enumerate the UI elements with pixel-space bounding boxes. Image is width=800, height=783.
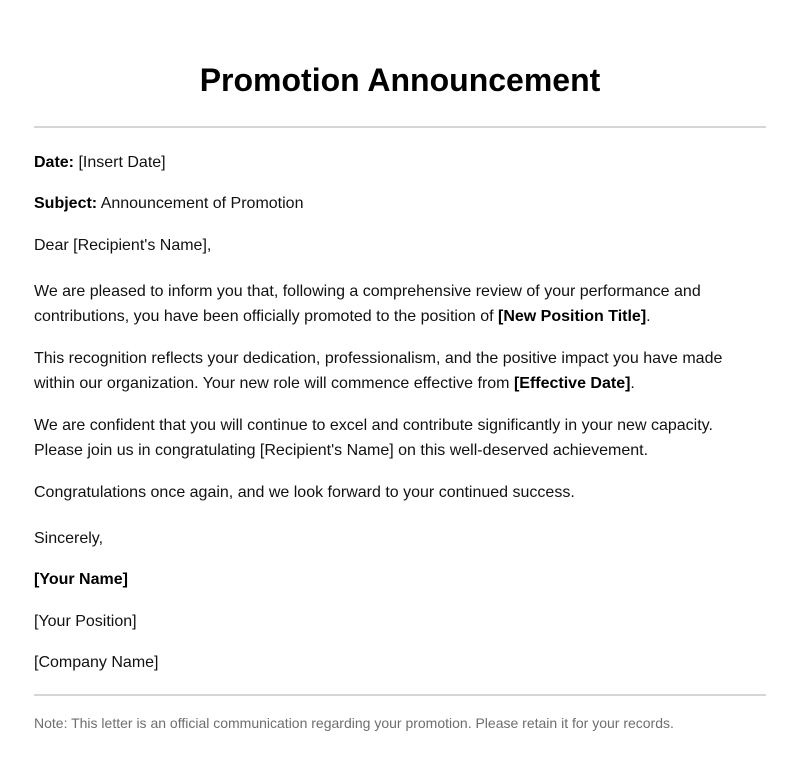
effective-date: [Effective Date] [513, 375, 631, 392]
subject-line [34, 191, 766, 216]
paragraph-promotion-end: . [646, 308, 651, 325]
page-title: Promotion Announcement [199, 62, 601, 98]
bottom-divider [34, 694, 766, 696]
paragraph-congratulations: Congratulations once again, and we look forward to your continued success. [34, 484, 575, 501]
greeting: Dear [Recipient's Name], [34, 237, 212, 254]
paragraph-recognition-end: . [630, 375, 635, 392]
paragraph-promotion [34, 279, 734, 329]
date-label: Date: [34, 154, 75, 171]
signature-company: [Company Name] [34, 654, 159, 671]
date-value: [Insert Date] [74, 154, 166, 171]
subject-label: Subject: [34, 195, 98, 212]
new-position-title: [New Position Title] [498, 308, 647, 325]
top-divider [34, 126, 766, 128]
signature-position: [Your Position] [34, 613, 137, 630]
subject-value: Announcement of Promotion [97, 195, 304, 212]
footer-note: Note: This letter is an official communication regarding your promotion. Please retain it for your records. [34, 715, 674, 731]
paragraph-confidence: We are confident that you will continue to excel and contribute significantly in your new capacity. Please join us in congratulating [Recipient's Name] on this well-deserved achievement. [34, 417, 713, 459]
paragraph-recognition-text: This recognition reflects your dedication, professionalism, and the positive impact you have made within our organization. Your new role will commence effective from [34, 350, 723, 392]
paragraph-recognition [34, 346, 734, 396]
closing: Sincerely, [34, 530, 104, 547]
signature-name: [Your Name] [34, 571, 128, 588]
date-line [34, 150, 766, 175]
paragraph-promotion-text: We are pleased to inform you that, following a comprehensive review of your performance and contributions, you have been officially promoted to the position of [34, 283, 701, 325]
